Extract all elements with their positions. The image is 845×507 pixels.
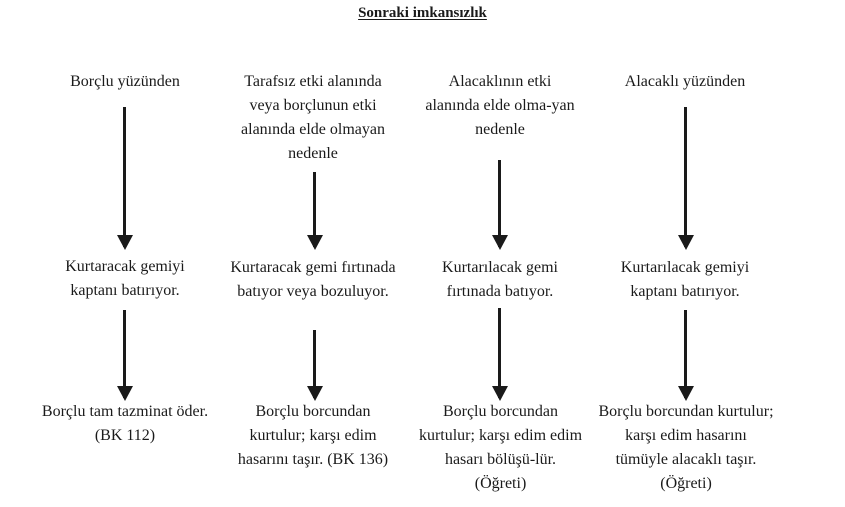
col2-result: Borçlu borcundan kurtulur; karşı edim hasarını taşır. (BK 136) [237, 403, 389, 468]
col3-result: Borçlu borcundan kurtulur; karşı edim edim hasarı bölüşü-lür. (Öğreti) [418, 403, 583, 492]
col3-arrow-2 [498, 308, 501, 398]
col3-example: Kurtarılacak gemi fırtınada batıyor. [442, 259, 558, 300]
col4-arrow-1 [684, 107, 687, 247]
col2-example: Kurtaracak gemi fırtınada batıyor veya bozuluyor. [230, 259, 396, 300]
col1-arrow-1 [123, 107, 126, 247]
col1-cause: Borçlu yüzünden [70, 73, 180, 90]
col2-arrow-1 [313, 172, 316, 247]
col1-example: Kurtaracak gemiyi kaptanı batırıyor. [65, 258, 185, 299]
col3-cause: Alacaklının etki alanında elde olma-yan nedenle [425, 73, 575, 138]
col4-cause: Alacaklı yüzünden [624, 73, 746, 90]
col4-example: Kurtarılacak gemiyi kaptanı batırıyor. [620, 259, 750, 300]
col4-arrow-2 [684, 310, 687, 398]
col3-arrow-1 [498, 160, 501, 247]
col4-result: Borçlu borcundan kurtulur; karşı edim hasarını tümüyle alacaklı taşır. (Öğreti) [598, 403, 774, 492]
col1-result: Borçlu tam tazminat öder. (BK 112) [41, 403, 209, 444]
col2-cause: Tarafsız etki alanında veya borçlunun etki alanında elde olmayan nedenle [241, 73, 385, 162]
diagram-title: Sonraki imkansızlık [358, 5, 487, 21]
col2-arrow-2 [313, 330, 316, 398]
col1-arrow-2 [123, 310, 126, 398]
